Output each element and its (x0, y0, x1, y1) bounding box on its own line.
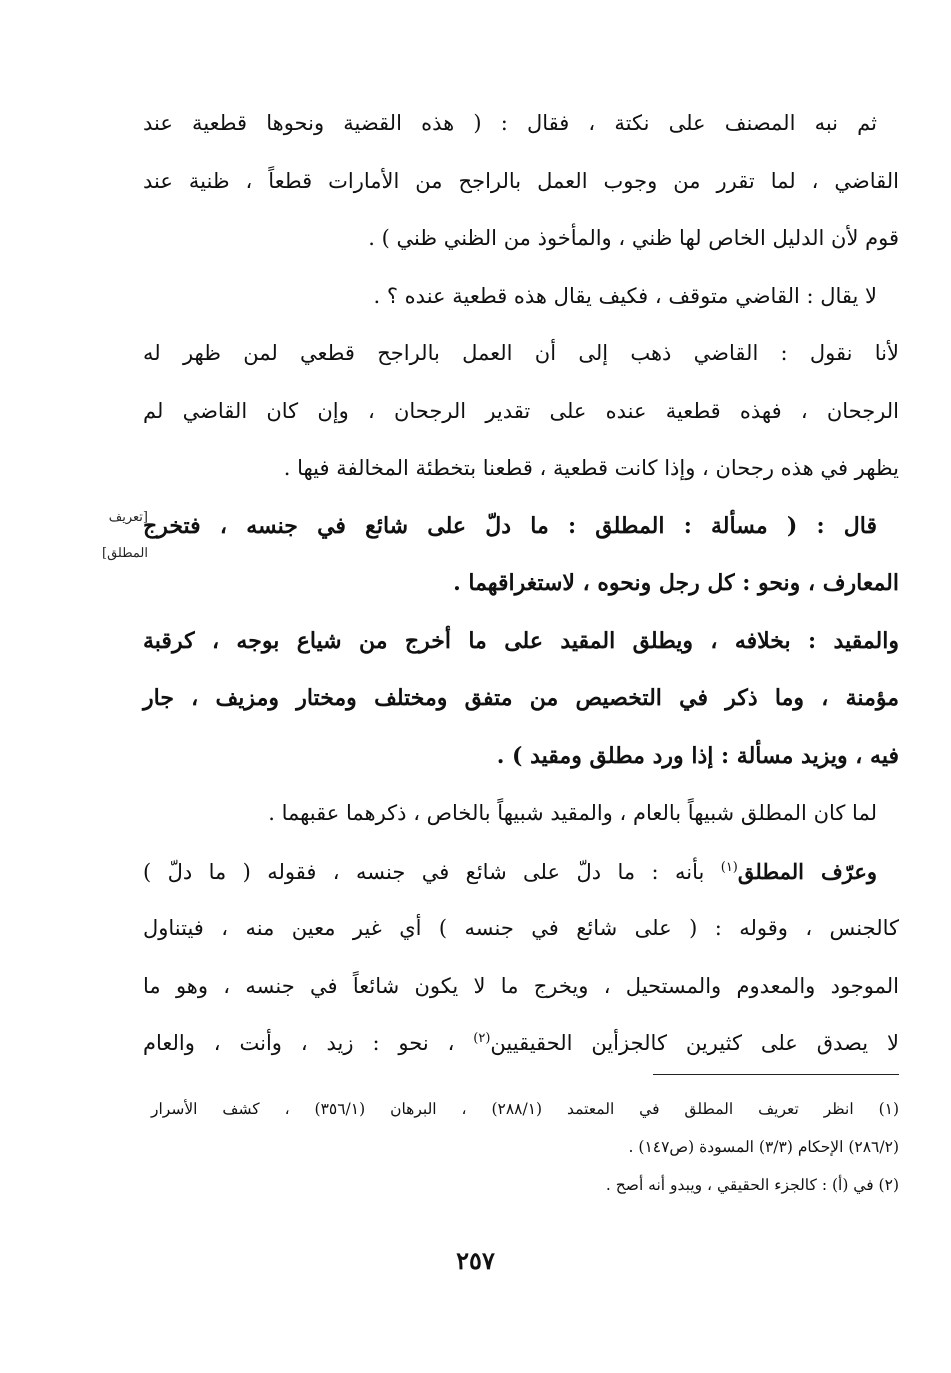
footnote-divider (653, 1074, 899, 1075)
matn-line: فيه ، ويزيد مسألة : إذا ورد مطلق ومقيد ) . (496, 742, 899, 769)
footnote-line: (٢٨٦/٢) الإحكام (٣/٣) المسودة (ص١٤٧) . (628, 1138, 899, 1156)
text-line (143, 1015, 899, 1073)
matn-line (143, 498, 899, 556)
margin-heading (92, 500, 148, 572)
text-line: ثم نبه المصنف على نكتة ، فقال : ( هذه القضية ونحوها قطعية عند (143, 111, 878, 135)
page-number: ٢٥٧ (456, 1246, 495, 1275)
text-line: كالجنس ، وقوله : ( على شائع في جنسه ) أي غير معين منه ، فيتناول (143, 916, 899, 940)
matn-line: مؤمنة ، وما ذكر في التخصيص من متفق ومختلف ومختار ومزيف ، جار (143, 685, 899, 711)
footnotes (151, 1090, 899, 1204)
matn-line: والمقيد : بخلافه ، ويطلق المقيد على ما أخرج من شياع بوجه ، كرقبة (143, 627, 899, 654)
margin-heading-line: المطلق] (102, 546, 148, 561)
text-span: بأنه : ما دلّ على شائع في جنسه ، فقوله ( ما دلّ ) (143, 859, 721, 884)
text-line: لا يقال : القاضي متوقف ، فكيف يقال هذه قطعية عنده ؟ . (373, 283, 877, 308)
main-text (143, 95, 899, 1073)
quote-text: ( مسألة : المطلق : ما دلّ على شائع في جنسه ، فتخرج (143, 512, 798, 539)
footnote-marker: (١) (720, 859, 738, 875)
text-span: ، نحو : زيد ، وأنت ، والعام (143, 1031, 474, 1055)
text-span: لا يصدق على كثيرين كالجزأين الحقيقيين (490, 1031, 899, 1055)
text-line: قوم لأن الدليل الخاص لها ظني ، والمأخوذ من الظني ظني ) . (368, 226, 899, 250)
footnote-line: (١) انظر تعريف المطلق في المعتمد (٢٨٨/١) ، البرهان (٣٥٦/١) ، كشف الأسرار (151, 1100, 900, 1118)
quote-intro: قال : (797, 512, 877, 539)
text-line: القاضي ، لما تقرر من وجوب العمل بالراجح من الأمارات قطعاً ، ظنية عند (143, 168, 899, 193)
matn-line: المعارف ، ونحو : كل رجل ونحوه ، لاستغراقهما . (453, 570, 899, 596)
margin-heading-line: [تعريف (108, 510, 148, 525)
text-line: لما كان المطلق شبيهاً بالعام ، والمقيد شبيهاً بالخاص ، ذكرهما عقبهما . (268, 801, 877, 825)
footnote-marker: (٢) (473, 1031, 491, 1046)
footnote-line: (٢) في (أ) : كالجزء الحقيقي ، ويبدو أنه أصح . (605, 1176, 899, 1194)
definition-term: وعرّف المطلق (737, 858, 878, 884)
text-line: لأنا نقول : القاضي ذهب إلى أن العمل بالراجح قطعي لمن ظهر له (143, 341, 899, 365)
text-line (143, 843, 899, 901)
text-line: يظهر في هذه رجحان ، وإذا كانت قطعية ، قطعنا بتخطئة المخالفة فيها . (283, 456, 899, 480)
text-line: الرجحان ، فهذه قطعية عنده على تقدير الرجحان ، وإن كان القاضي لم (143, 398, 899, 423)
text-line: الموجود والمعدوم والمستحيل ، ويخرج ما لا يكون شائعاً في جنسه ، وهو ما (143, 973, 899, 998)
